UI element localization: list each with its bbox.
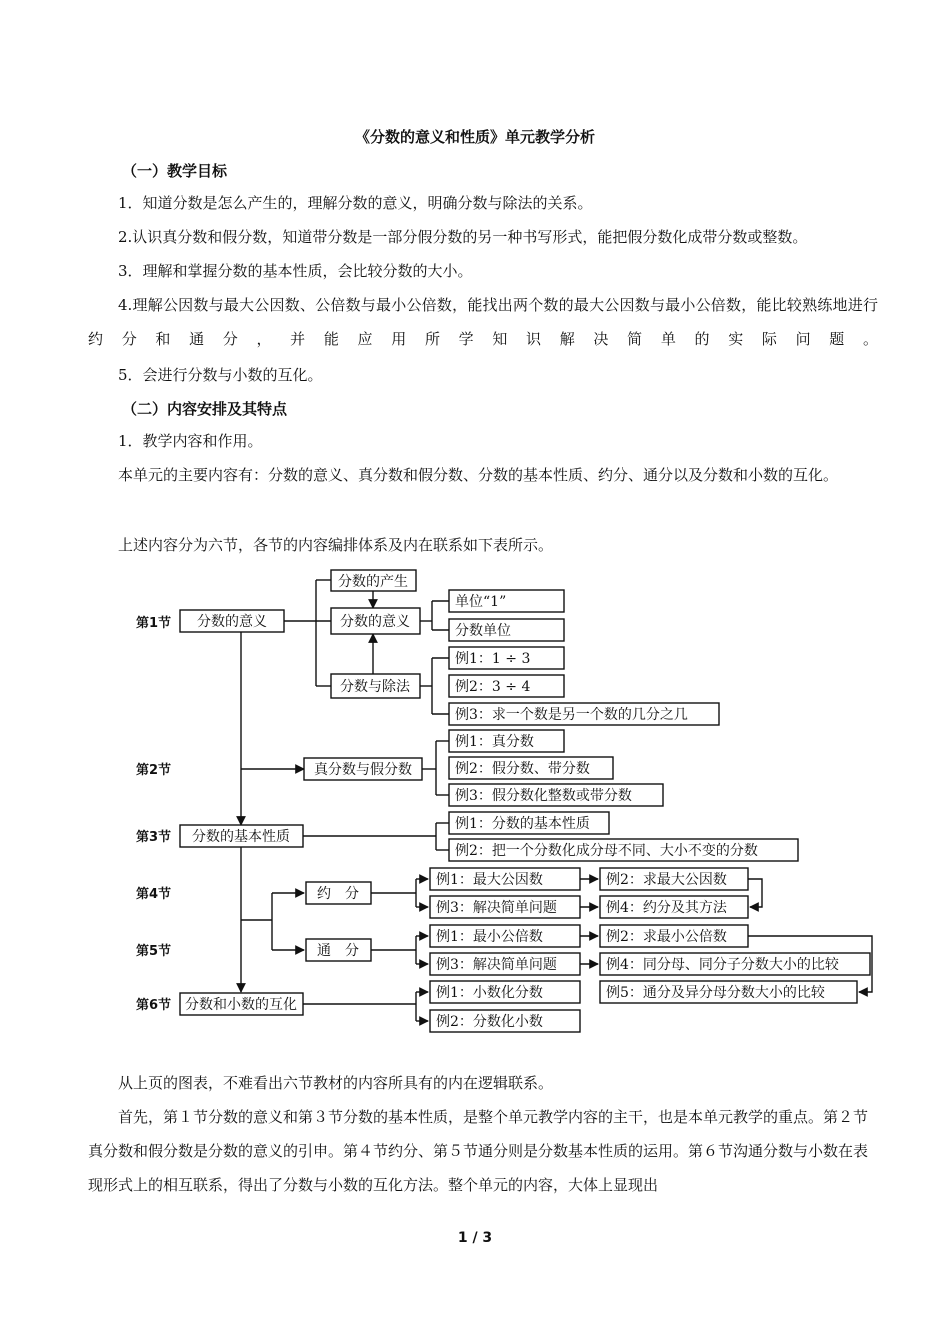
box-common-example-1: 例1：最小公倍数 bbox=[436, 929, 543, 945]
section-label-6: 第6节 bbox=[136, 998, 172, 1013]
section-label-5: 第5节 bbox=[136, 944, 172, 959]
after-para2: 首先，第１节分数的意义和第３节分数的基本性质，是整个单元教学内容的主干，也是本单元教学的重点。第２节真分数和假分数是分数的意义的引申。第４节约分、第５节通分则是分数基本性质的运用。第６节沟通分数与小数在表现形式上的相互联系，得出了分数与小数的互化方法。整个单元的内容，大体上显现出 bbox=[88, 1108, 869, 1194]
box-unit-one: 单位“1” bbox=[455, 594, 507, 610]
content-structure-diagram bbox=[0, 560, 950, 1040]
box-proper-improper: 真分数与假分数 bbox=[314, 762, 412, 778]
box-fraction-birth: 分数的产生 bbox=[338, 574, 408, 590]
box-convert-example-1: 例1：小数化分数 bbox=[436, 985, 543, 1001]
box-div-example-2: 例2：3 ÷ 4 bbox=[455, 679, 531, 695]
goal-item-5: 5．会进行分数与小数的互化。 bbox=[118, 366, 323, 384]
box-div-example-3: 例3：求一个数是另一个数的几分之几 bbox=[455, 707, 688, 723]
goal-item-1: 1．知道分数是怎么产生的，理解分数的意义，明确分数与除法的关系。 bbox=[118, 194, 593, 212]
box-fraction-meaning-main: 分数的意义 bbox=[197, 614, 267, 630]
box-convert-example-2: 例2：分数化小数 bbox=[436, 1014, 543, 1030]
box-common-example-2: 例2：求最小公倍数 bbox=[606, 929, 727, 945]
box-fraction-decimal: 分数和小数的互化 bbox=[185, 997, 297, 1013]
box-common-example-4: 例4：同分母、同分子分数大小的比较 bbox=[606, 957, 839, 973]
section1-heading: （一）教学目标 bbox=[122, 162, 228, 180]
after-para1: 从上页的图表，不难看出六节教材的内容所具有的内在逻辑联系。 bbox=[118, 1074, 554, 1092]
page-number: 1 / 3 bbox=[457, 1230, 493, 1246]
box-common-denominator: 通 分 bbox=[317, 943, 359, 959]
box-fraction-meaning: 分数的意义 bbox=[340, 614, 410, 630]
box-reduce-example-2: 例2：求最大公因数 bbox=[606, 872, 727, 888]
box-proper-example-2: 例2：假分数、带分数 bbox=[455, 761, 590, 777]
goal-item-2: 2.认识真分数和假分数，知道带分数是一部分假分数的另一种书写形式，能把假分数化成带分数或整数。 bbox=[118, 228, 808, 246]
box-fraction-division: 分数与除法 bbox=[340, 679, 410, 695]
box-div-example-1: 例1：1 ÷ 3 bbox=[455, 651, 531, 667]
box-reduce-example-4: 例4：约分及其方法 bbox=[606, 900, 727, 916]
section2-sub1: 1．教学内容和作用。 bbox=[118, 432, 263, 450]
box-common-example-5: 例5：通分及异分母分数大小的比较 bbox=[606, 985, 825, 1001]
box-basic-example-2: 例2：把一个分数化成分母不同、大小不变的分数 bbox=[455, 843, 758, 859]
box-reduce-example-3: 例3：解决简单问题 bbox=[436, 900, 557, 916]
section2-heading: （二）内容安排及其特点 bbox=[122, 400, 288, 418]
section-label-1: 第1节 bbox=[136, 616, 172, 631]
box-common-example-3: 例3：解决简单问题 bbox=[436, 957, 557, 973]
section2-para1: 本单元的主要内容有：分数的意义、真分数和假分数、分数的基本性质、约分、通分以及分数和小数的互化。 bbox=[118, 466, 839, 484]
section-label-2: 第2节 bbox=[136, 763, 172, 778]
goal-item-4: 4.理解公因数与最大公因数、公倍数与最小公倍数，能找出两个数的最大公因数与最小公倍数，能比较熟练地进行约分和通分，并能应用所学知识解决简单的实际问题。 bbox=[88, 296, 878, 348]
box-fraction-unit: 分数单位 bbox=[455, 623, 511, 639]
box-reduce: 约 分 bbox=[317, 886, 359, 902]
box-proper-example-1: 例1：真分数 bbox=[455, 734, 534, 750]
goal-item-3: 3．理解和掌握分数的基本性质，会比较分数的大小。 bbox=[118, 262, 473, 280]
box-basic-property: 分数的基本性质 bbox=[192, 829, 290, 845]
doc-title: 《分数的意义和性质》单元教学分析 bbox=[354, 128, 595, 146]
box-proper-example-3: 例3：假分数化整数或带分数 bbox=[455, 788, 632, 804]
section2-para2: 上述内容分为六节，各节的内容编排体系及内在联系如下表所示。 bbox=[118, 536, 554, 554]
box-basic-example-1: 例1：分数的基本性质 bbox=[455, 816, 590, 832]
section-label-4: 第4节 bbox=[136, 887, 172, 902]
box-reduce-example-1: 例1：最大公因数 bbox=[436, 872, 543, 888]
section-label-3: 第3节 bbox=[136, 830, 172, 845]
